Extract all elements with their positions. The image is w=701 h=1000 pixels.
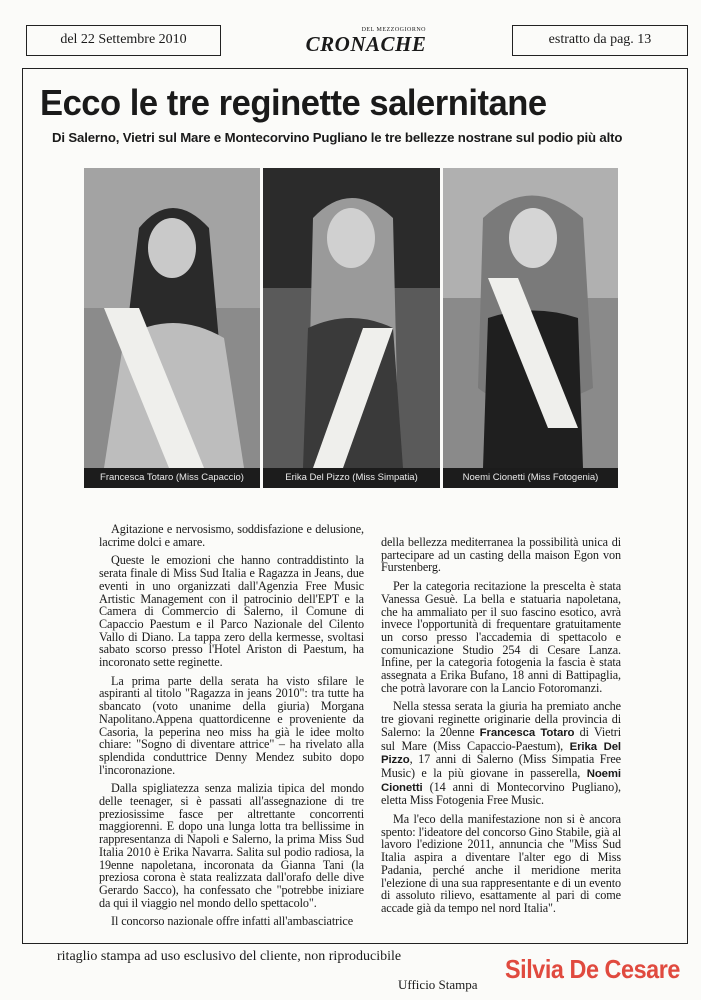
article-paragraph: La prima parte della serata ha visto sfilare le aspiranti al titolo "Ragazza in jeans 2010": tra tutte ha sbancato (voto unanime della giuria) Morgana Napolitano.Appena quattordicenne e proveniente da Casoria, la peperina neo miss ha già le idee molto chiare: "Sogno di diventare attrice" – ha rivelato alla splendida conduttrice Denny Mendez subito dopo l'incoronazione. [99,673,364,777]
photo-2-image [263,168,440,488]
winner-name-1: Francesca Totaro [479,726,575,739]
article-paragraph: Dalla spigliatezza senza malizia tipica del mondo delle teenager, si è passati all'assegnazione di tre preziosissime fasce per altrettante concorrenti maggiorenni. E dopo una lunga lotta tra bellissime in rappresentanza di Napoli e Salerno, la prima Miss Sud Italia 2010 è Erika Navarra. Salita sul podio radiosa, la 19enne napoletana, incoronata da Gianna Tani (la preziosa corona è stata realizzata dall'orafo delle dive Gerardo Sacco), ha confessato che "potrebbe iniziare da qui il viaggio nel mondo dello spettacolo". [99,781,364,910]
article-paragraph: della bellezza mediterranea la possibilità unica di partecipare ad un casting della maison Egon von Furstenberg. [381,535,621,575]
article-paragraph: Queste le emozioni che hanno contraddistinto la serata finale di Miss Sud Italia e Ragazza in Jeans, due eventi in uno organizzati dall'Agenzia Free Music Artistic Management con il patrocinio dell'EPT e la Camera di Commercio di Salerno, il Comune di Capaccio Paestum e il Parco Nazionale del Cilento Vallo di Diano. La tappa zero della kermesse, svoltasi sabato scorso presso l'Hotel Ariston di Paestum, ha incoronato sette reginette. [99,553,364,670]
clipping-disclaimer: ritaglio stampa ad uso esclusivo del cliente, non riproducibile [57,949,402,964]
photo-caption-1: Francesca Totaro (Miss Capaccio) [84,468,260,488]
photo-erika-del-pizzo [263,168,440,488]
photo-caption-3: Noemi Cionetti (Miss Fotogenia) [443,468,618,488]
article-paragraph: Ma l'eco della manifestazione non si è ancora spento: l'ideatore del concorso Gino Stabile, già al lavoro l'edizione 2011, annuncia che "Miss Sud Italia aspira a diventare l'alter ego di Miss Padania, perché anche il meridione merita l'elezione di una sua rappresentante e di un evento di assoluto rilievo, esattamente al pari di come accade già da tempo nel nord Italia". [381,812,622,915]
photo-3-image [443,168,618,488]
date-box [26,25,221,56]
photo-noemi-cionetti [443,168,618,488]
newspaper-masthead [296,26,436,58]
winner-name-2: Erika Del Pizzo [381,740,622,767]
article-paragraph: Per la categoria recitazione la prescelta è stata Vanessa Gesuè. La bella e statuaria napoletana, che ha ammaliato per il suo fascino esotico, avrà invece l'opportunità di frequentare gratuitamente un corso presso l'accademia di spettacolo e comunicazione Studio 254 di Cesare Lanza. Infine, per la categoria fotogenia la fascia è stata assegnata a Erika Bufano, 18 anni di Battipaglia, che potrà lavorare con la Lancio Fotoromanzi. [381,579,621,695]
press-office-label: Ufficio Stampa [398,977,478,992]
page-ref-box [512,25,688,56]
press-office-signature: Silvia De Cesare [505,954,680,984]
masthead-subtitle: DEL MEZZOGIORNO [361,27,426,33]
article-paragraph: Il concorso nazionale offre infatti all'ambasciatrice [111,914,353,929]
article-subhead: Di Salerno, Vietri sul Mare e Montecorvino Pugliano le tre bellezze nostrane sul podio più alto [52,130,623,145]
masthead-title: CRONACHE [305,32,427,56]
publication-date: del 22 Settembre 2010 [60,32,187,47]
winner-text-1: di Vietri sul Mare (Miss Capaccio-Paestum), [381,724,621,753]
photo-caption-2: Erika Del Pizzo (Miss Simpatia) [263,468,440,488]
article-column-right [381,536,621,915]
winner-name-3: Noemi Cionetti [381,767,621,794]
page-reference: estratto da pag. 13 [548,32,652,47]
article-column-left [99,523,364,928]
photo-1-image [84,168,260,488]
winners-paragraph [381,700,621,807]
winner-text-2: , 17 anni di Salerno (Miss Simpatia Free Music) e la più giovane in passerella, [381,752,621,780]
article-paragraph: Agitazione e nervosismo, soddisfazione e delusione, lacrime dolci e amare. [99,522,364,549]
photo-francesca-totaro [84,168,260,488]
article-paragraph-intro: Nella stessa serata la giuria ha premiato anche tre giovani reginette originarie della provincia di Salerno: la 20enne [381,699,621,739]
winner-text-3: (14 anni di Montecorvino Pugliano), eletta Miss Fotogenia Free Music. [381,779,621,808]
article-headline: Ecco le tre reginette salernitane [40,82,547,123]
